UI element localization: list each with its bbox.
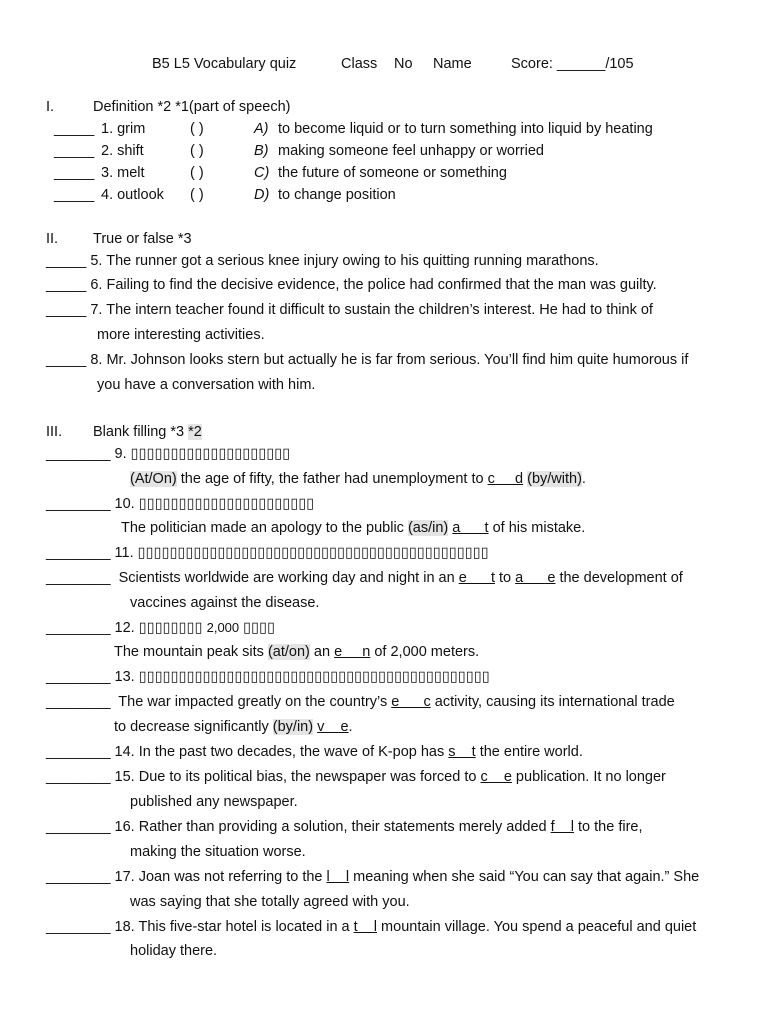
question-15 (46, 768, 666, 786)
option-letter: B) (254, 143, 269, 159)
question-17-continued: was saying that she totally agreed with you. (130, 894, 410, 910)
question-10-sentence (121, 519, 585, 537)
preposition-option: (by/in) (272, 719, 314, 735)
chinese-prompt: ▯▯▯▯▯▯▯▯▯▯▯▯▯▯▯▯▯▯▯▯▯▯▯▯▯▯▯▯▯▯▯▯▯▯▯▯▯▯▯▯▯▯▯▯ (137, 545, 489, 561)
section-3-numeral: III. (46, 424, 63, 440)
sentence-text: activity, causing its international trade (430, 694, 675, 710)
name-label: Name (433, 56, 472, 72)
part-of-speech-blank[interactable]: ( ) (190, 121, 204, 137)
definition-text: to become liquid or to turn something into liquid by heating (278, 121, 653, 137)
question-13-prompt-line (46, 668, 490, 686)
fill-in-word[interactable]: c d (487, 471, 524, 487)
answer-blank[interactable]: ________ (46, 869, 111, 885)
vocab-word: 1. grim (101, 121, 146, 137)
fill-in-word[interactable]: a t (452, 520, 489, 536)
sentence-text: 18. This five-star hotel is located in a (110, 919, 354, 935)
sentence-text: the development of (555, 570, 683, 586)
answer-blank[interactable]: ________ (46, 819, 111, 835)
fill-in-word[interactable]: v e (317, 719, 349, 735)
question-6: _____ 6. Failing to find the decisive evidence, the police had confirmed that the man was guilty. (46, 277, 657, 293)
answer-blank[interactable]: ________ (46, 620, 111, 636)
sentence-text: an (309, 644, 335, 660)
part-of-speech-blank[interactable]: ( ) (190, 165, 204, 181)
question-number: 9. (110, 446, 131, 462)
option-letter: A) (254, 121, 269, 137)
question-11-prompt-line (46, 544, 489, 562)
question-17 (46, 868, 699, 886)
answer-blank[interactable]: _____ (54, 165, 95, 181)
answer-blank[interactable]: ________ (46, 694, 111, 710)
sentence-text: The mountain peak sits (114, 644, 268, 660)
option-letter: D) (254, 187, 270, 203)
preposition-option: (at/on) (267, 644, 310, 660)
sentence-text: The politician made an apology to the public (121, 520, 408, 536)
chinese-prompt-number: 2,000 (206, 620, 240, 635)
sentence-text: of his mistake. (488, 520, 586, 536)
question-number: 11. (110, 545, 138, 561)
vocab-word: 4. outlook (101, 187, 164, 203)
question-5: _____ 5. The runner got a serious knee injury owing to his quitting running marathons. (46, 253, 599, 269)
question-13-sentence (46, 693, 675, 711)
answer-blank[interactable]: ________ (46, 669, 111, 685)
question-11-continued: vaccines against the disease. (130, 595, 320, 611)
question-number: 12. (110, 620, 139, 636)
question-18 (46, 918, 696, 936)
definition-text: making someone feel unhappy or worried (278, 143, 544, 159)
sentence-text: 16. Rather than providing a solution, their statements merely added (110, 819, 551, 835)
question-13-continued (114, 718, 353, 736)
part-of-speech-blank[interactable]: ( ) (190, 187, 204, 203)
fill-in-word[interactable]: c e (480, 769, 512, 785)
question-11-sentence (46, 569, 683, 587)
definition-text: to change position (278, 187, 396, 203)
question-16-continued: making the situation worse. (130, 844, 306, 860)
fill-in-word[interactable]: f l (550, 819, 574, 835)
fill-in-word[interactable]: s t (448, 744, 476, 760)
sentence-text: the age of fifty, the father had unemployment to (176, 471, 488, 487)
fill-in-word[interactable]: e t (458, 570, 495, 586)
section-3-title-text: Blank filling *3 (93, 424, 189, 440)
sentence-text: . (348, 719, 353, 735)
question-15-continued: published any newspaper. (130, 794, 298, 810)
sentence-text: the entire world. (475, 744, 583, 760)
section-3-points-highlight: *2 (188, 424, 202, 440)
question-18-continued: holiday there. (130, 943, 218, 959)
definition-text: the future of someone or something (278, 165, 507, 181)
sentence-text: of 2,000 meters. (370, 644, 480, 660)
sentence-text: to (494, 570, 516, 586)
question-number: 10. (110, 496, 139, 512)
question-12-prompt-line (46, 619, 275, 637)
question-7: _____ 7. The intern teacher found it difficult to sustain the children’s interest. He had to think of (46, 302, 653, 318)
sentence-text: meaning when she said “You can say that again.” She (349, 869, 700, 885)
sentence-text: publication. It no longer (511, 769, 666, 785)
sentence-text: The war impacted greatly on the country’s (110, 694, 392, 710)
class-label: Class (341, 56, 378, 72)
preposition-option: (by/with) (527, 471, 582, 487)
question-9-sentence (130, 470, 586, 488)
chinese-prompt: ▯▯▯▯▯▯▯▯▯▯▯▯▯▯▯▯▯▯▯▯▯▯▯▯▯▯▯▯▯▯▯▯▯▯▯▯▯▯▯▯▯▯▯▯ (138, 669, 490, 685)
question-14 (46, 743, 583, 761)
question-8: _____ 8. Mr. Johnson looks stern but actually he is far from serious. You’ll find him quite humorous if (46, 352, 689, 368)
fill-in-word[interactable]: t l (353, 919, 378, 935)
option-letter: C) (254, 165, 270, 181)
chinese-prompt: ▯▯▯▯▯▯▯▯ (138, 620, 207, 636)
chinese-prompt: ▯▯▯▯▯▯▯▯▯▯▯▯▯▯▯▯▯▯▯▯▯▯ (138, 496, 315, 512)
section-3-title (93, 423, 202, 441)
sentence-text: 14. In the past two decades, the wave of K-pop has (110, 744, 449, 760)
answer-blank[interactable]: _____ (54, 143, 95, 159)
score-label: Score: ______/105 (511, 56, 634, 72)
sentence-text: Scientists worldwide are working day and night in an (110, 570, 459, 586)
answer-blank[interactable]: ________ (46, 570, 111, 586)
number-label: No (394, 56, 413, 72)
fill-in-word[interactable]: l l (326, 869, 350, 885)
answer-blank[interactable]: ________ (46, 744, 111, 760)
sentence-text: 17. Joan was not referring to the (110, 869, 327, 885)
fill-in-word[interactable]: e n (334, 644, 371, 660)
section-2-numeral: II. (46, 231, 59, 247)
answer-blank[interactable]: _____ (54, 121, 95, 137)
answer-blank[interactable]: ________ (46, 919, 111, 935)
chinese-prompt: ▯▯▯▯▯▯▯▯▯▯▯▯▯▯▯▯▯▯▯▯ (130, 446, 291, 462)
question-9-prompt-line (46, 445, 290, 463)
question-10-prompt-line (46, 495, 314, 513)
vocab-word: 3. melt (101, 165, 145, 181)
sentence-text: to decrease significantly (114, 719, 273, 735)
sentence-text: to the fire, (573, 819, 643, 835)
answer-blank[interactable]: ________ (46, 769, 111, 785)
question-8-continued: you have a conversation with him. (97, 377, 316, 393)
section-2-title: True or false *3 (93, 231, 192, 247)
quiz-title: B5 L5 Vocabulary quiz (152, 56, 297, 72)
sentence-text: 15. Due to its political bias, the newspaper was forced to (110, 769, 481, 785)
answer-blank[interactable]: _____ (54, 187, 95, 203)
answer-blank[interactable]: ________ (46, 496, 111, 512)
vocab-word: 2. shift (101, 143, 144, 159)
question-7-continued: more interesting activities. (97, 327, 265, 343)
question-number: 13. (110, 669, 139, 685)
section-1-title: Definition *2 *1(part of speech) (93, 99, 291, 115)
question-16 (46, 818, 643, 836)
part-of-speech-blank[interactable]: ( ) (190, 143, 204, 159)
sentence-text: . (581, 471, 586, 487)
fill-in-word[interactable]: e c (391, 694, 431, 710)
section-1-numeral: I. (46, 99, 55, 115)
fill-in-word[interactable]: a e (515, 570, 556, 586)
question-12-sentence (114, 643, 479, 661)
chinese-prompt: ▯▯▯▯ (239, 620, 276, 636)
preposition-option: (At/On) (130, 471, 177, 487)
sentence-text: mountain village. You spend a peaceful and quiet (377, 919, 697, 935)
preposition-option: (as/in) (407, 520, 449, 536)
answer-blank[interactable]: ________ (46, 545, 111, 561)
answer-blank[interactable]: ________ (46, 446, 111, 462)
